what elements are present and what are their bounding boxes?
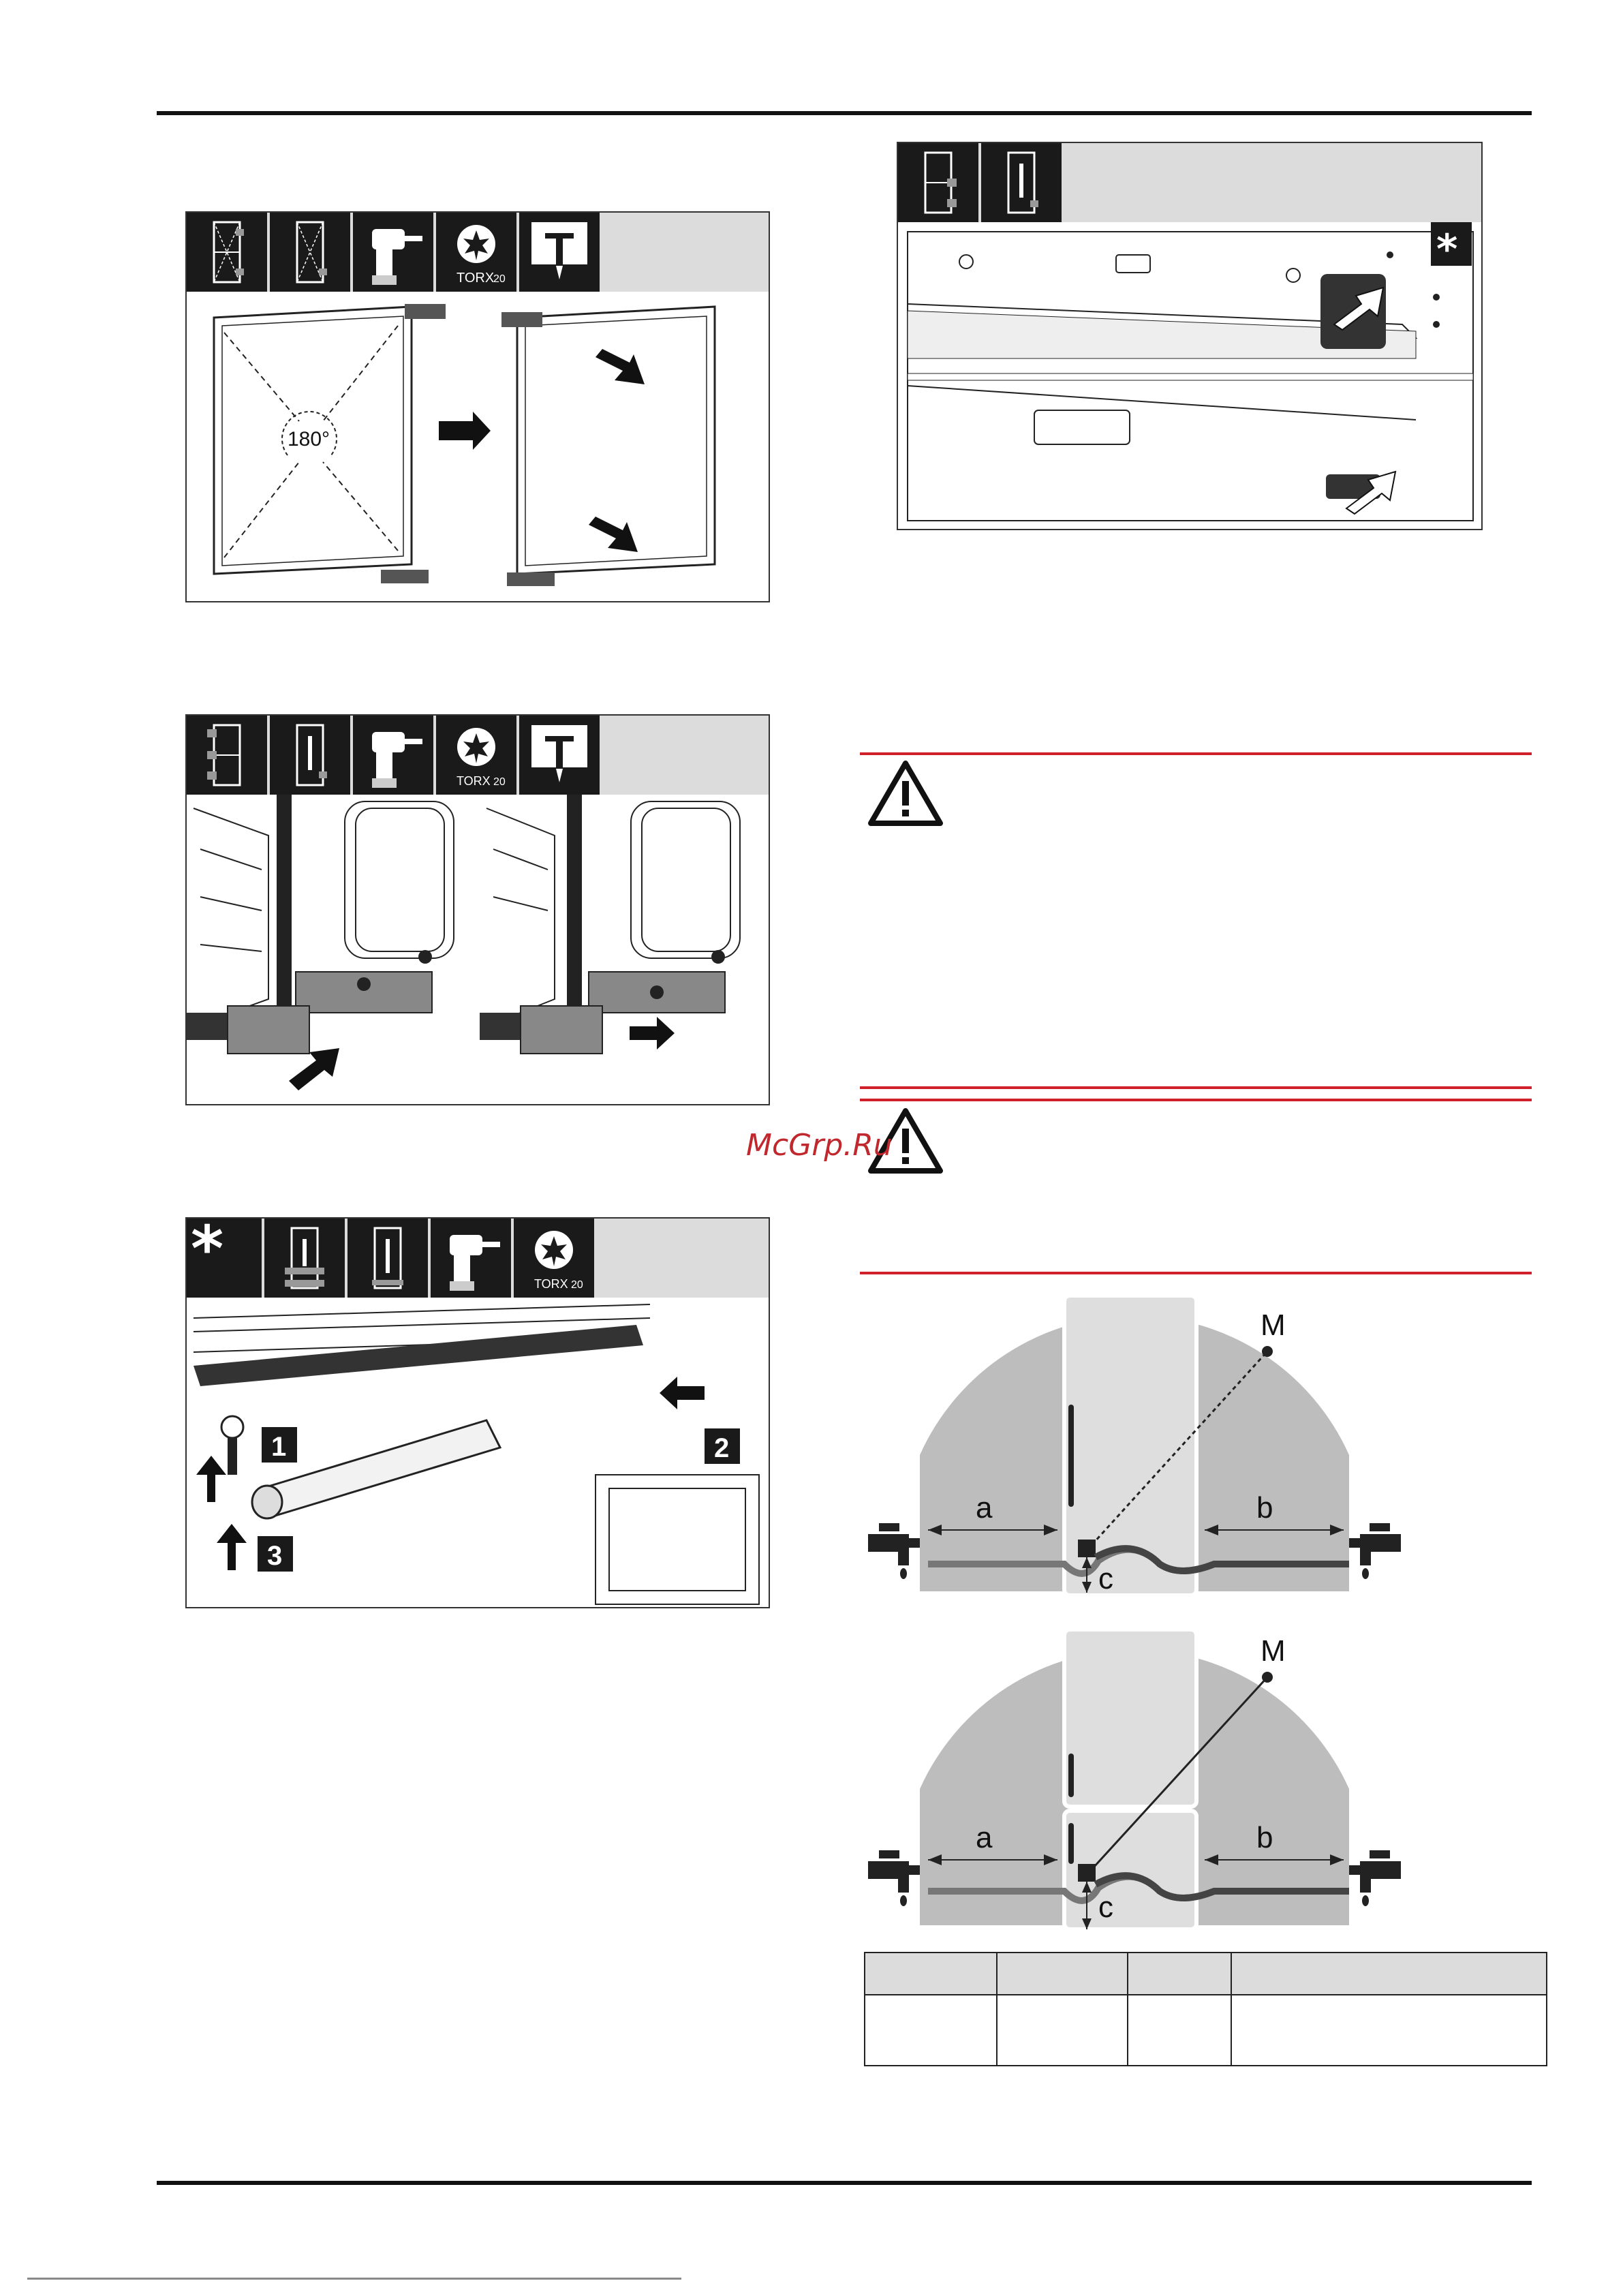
push-arrow-icon (596, 349, 645, 384)
distance-b-label: b (1256, 1491, 1273, 1525)
warning-rule-bottom (860, 1272, 1532, 1274)
dimensions-table (864, 1952, 1547, 2066)
hinge-single-icon (347, 1219, 428, 1298)
table-header-row (865, 1953, 1547, 1995)
torx-label: TORX (457, 774, 491, 788)
hinge-double-icon (898, 143, 978, 222)
screw-icon (519, 213, 600, 292)
hinge-single-icon (270, 716, 350, 795)
drill-icon (353, 716, 433, 795)
alignment-toolbar (898, 143, 1481, 222)
distance-c-label: c (1098, 1562, 1113, 1595)
rotation-angle-label: 180° (288, 428, 330, 450)
distance-a-label: a (976, 1491, 993, 1525)
torx-label: TORX (457, 271, 495, 286)
scan-edge-line (27, 2278, 681, 2280)
step1-panel (185, 211, 770, 602)
callout-label: 3 (267, 1541, 283, 1571)
step3-toolbar (187, 1219, 769, 1298)
warning-rule-top (860, 752, 1532, 755)
water-tap-right-icon (1349, 1850, 1401, 1906)
distance-c-label: c (1098, 1891, 1113, 1924)
drill-icon (353, 213, 433, 292)
alignment-panel (897, 142, 1483, 530)
header-rule (157, 111, 1532, 115)
torx-size-label: 20 (493, 776, 506, 788)
push-arrow-icon (589, 517, 638, 552)
water-tap-left-icon (868, 1850, 920, 1906)
hinge-right-icon (270, 213, 350, 292)
warning-rule-bottom (860, 1086, 1532, 1089)
hinge-single-icon (981, 143, 1062, 222)
water-connection-diagram-bottom (860, 1625, 1436, 1946)
callout-label: 1 (271, 1432, 287, 1462)
distance-a-label: a (976, 1821, 993, 1854)
torx-label: TORX (534, 1277, 568, 1291)
step1-illustration (187, 292, 769, 601)
step2-illustration (187, 795, 769, 1104)
torx-icon (436, 213, 516, 292)
table-cell (1231, 1995, 1547, 2066)
step3-panel (185, 1217, 770, 1608)
optional-star-label: * (191, 1219, 224, 1285)
footer-rule (157, 2181, 1532, 2185)
step2-panel (185, 714, 770, 1105)
table-row (865, 1995, 1547, 2066)
table-cell (1128, 1995, 1231, 2066)
hinge-double-icon (187, 716, 267, 795)
table-header-cell (997, 1953, 1128, 1995)
table-cell (997, 1995, 1128, 2066)
hinge-damper-icon (264, 1219, 345, 1298)
warning-icon (868, 761, 943, 826)
warning-rule-top (860, 1099, 1532, 1101)
transition-arrow-icon (439, 412, 491, 450)
table-cell (865, 1995, 997, 2066)
point-m-label: M (1261, 1634, 1286, 1668)
screw-icon (519, 716, 600, 795)
step3-illustration (187, 1298, 769, 1607)
hinge-left-icon (187, 213, 267, 292)
water-tap-right-icon (1349, 1523, 1401, 1579)
step2-toolbar (187, 716, 769, 795)
callout-label: 2 (714, 1433, 730, 1463)
optional-star-label: * (1436, 226, 1458, 273)
table-header-cell (865, 1953, 997, 1995)
distance-b-label: b (1256, 1821, 1273, 1854)
torx-size-label: 20 (571, 1279, 583, 1291)
table-header-cell (1128, 1953, 1231, 1995)
water-connection-diagram-top (860, 1291, 1436, 1612)
torx-icon (436, 716, 516, 795)
table-header-cell (1231, 1953, 1547, 1995)
optional-star-icon (187, 1219, 262, 1298)
step1-toolbar (187, 213, 769, 292)
alignment-illustration (898, 222, 1481, 529)
torx-size-label: 20 (493, 273, 506, 285)
drill-icon (431, 1219, 511, 1298)
point-m-label: M (1261, 1308, 1286, 1342)
water-tap-left-icon (868, 1523, 920, 1579)
torx-icon (514, 1219, 594, 1298)
watermark: McGrp.Ru (746, 1128, 893, 1163)
